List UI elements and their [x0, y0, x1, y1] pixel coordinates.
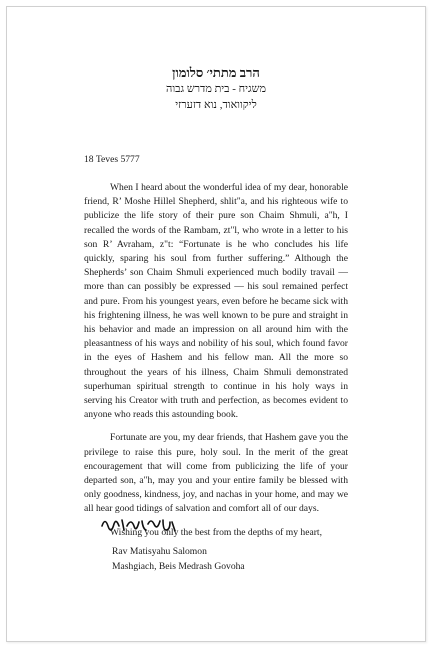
body-paragraph: When I heard about the wonderful idea of my dear, honorable friend, R’ Moshe Hillel Shepherd, shlit"a, and his righteous wife to publicize the life story of their pure son Chaim Shmuli, a"h, I recalled the words of the Rambam, zt"l, who wrote in a letter to his son R’ Avraham, z"t: “Fortunate is he who concludes his life quickly, sparing his soul from further suffering.” Although the Shepherds’ son Chaim Shmuli experienced much bodily travail — more than can possibly be expressed — his soul remained perfect and pure. From his youngest years, even before he became sick with his frightening illness, he was well known to be pure and straight in his behavior and made an impression on all around him with the pleasantness of his ways and nobility of his soul, which found favor in the eyes of Hashem and his fellow man. All the more so throughout the years of his illness, Chaim Shmuli demonstrated superhuman spiritual strength to continue in his holy ways in serving his Creator with truth and perfection, as becomes evident to anyone who reads this astounding book.	[84, 182, 348, 421]
body-paragraph: Fortunate are you, my dear friends, that Hashem gave you the privilege to raise this pure, holy soul. In the merit of the great encouragement that will come from publicizing the life of your departed son, a"h, may you and your entire family be blessed with only goodness, kindness, joy, and nachas in your home, and may we all hear good tidings of salvation and comfort all of our days.	[84, 432, 348, 515]
letter-body	[84, 181, 348, 549]
signer-title: Mashgiach, Beis Medrash Govoha	[112, 560, 245, 572]
letterhead-location: ליקוואוד, נוא דזערזי	[175, 99, 257, 111]
letterhead-position: משגיח - בית מדרש גבוה	[166, 83, 266, 95]
signer-name: Rav Matisyahu Salomon	[112, 546, 207, 557]
letterhead-name: הרב מתתי׳ סלומון	[172, 65, 260, 80]
letterhead	[0, 64, 432, 113]
signature-block	[112, 545, 245, 574]
handwritten-signature	[100, 512, 180, 538]
letter-date: 18 Teves 5777	[84, 154, 140, 165]
closing-line: Wishing you only the best from the depths of my heart,	[110, 526, 322, 538]
